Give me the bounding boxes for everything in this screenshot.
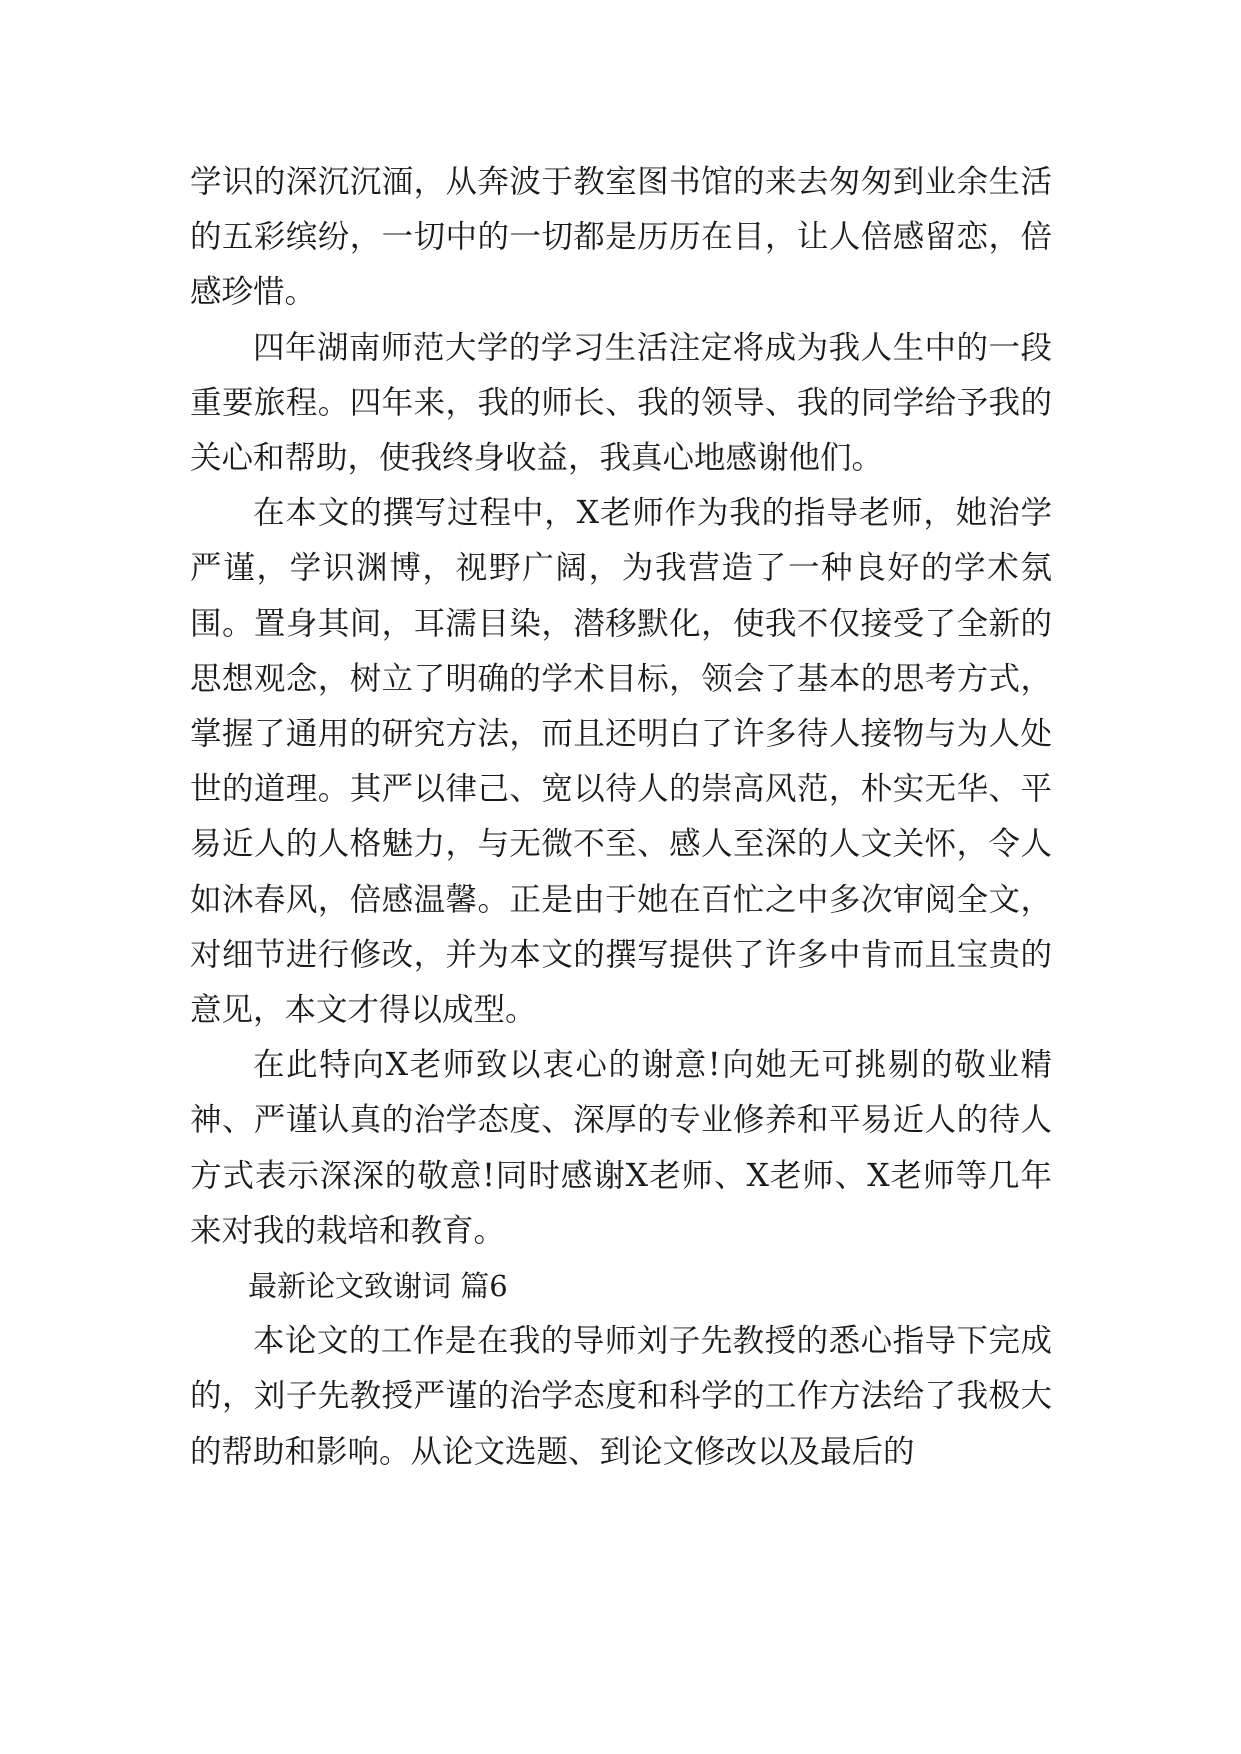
document-body: [190, 155, 1052, 1480]
paragraph-5: 本论文的工作是在我的导师刘子先教授的悉心指导下完成的，刘子先教授严谨的治学态度和科学的工作方法给了我极大的帮助和影响。从论文选题、到论文修改以及最后的: [190, 1323, 1052, 1470]
paragraph-3: 在本文的撰写过程中，X老师作为我的指导老师，她治学严谨，学识渊博，视野广阔，为我营造了一种良好的学术氛围。置身其间，耳濡目染，潜移默化，使我不仅接受了全新的思想观念，树立了明确的学术目标，领会了基本的思考方式，掌握了通用的研究方法，而且还明白了许多待人接物与为人处世的道理。其严以律己、宽以待人的崇高风范，朴实无华、平易近人的人格魅力，与无微不至、感人至深的人文关怀，令人如沐春风，倍感温馨。正是由于她在百忙之中多次审阅全文，对细节进行修改，并为本文的撰写提供了许多中肯而且宝贵的意见，本文才得以成型。: [190, 495, 1052, 1029]
paragraph-1: 学识的深沉沉湎，从奔波于教室图书馆的来去匆匆到业余生活的五彩缤纷，一切中的一切都是历历在目，让人倍感留恋，倍感珍惜。: [190, 164, 1052, 311]
section-heading: 最新论文致谢词 篇6: [248, 1269, 508, 1304]
paragraph-4: 在此特向X老师致以衷心的谢意!向她无可挑剔的敬业精神、严谨认真的治学态度、深厚的专业修养和平易近人的待人方式表示深深的敬意!同时感谢X老师、X老师、X老师等几年来对我的栽培和教育。: [190, 1047, 1052, 1249]
paragraph-2: 四年湖南师范大学的学习生活注定将成为我人生中的一段重要旅程。四年来，我的师长、我的领导、我的同学给予我的关心和帮助，使我终身收益，我真心地感谢他们。: [190, 329, 1052, 477]
